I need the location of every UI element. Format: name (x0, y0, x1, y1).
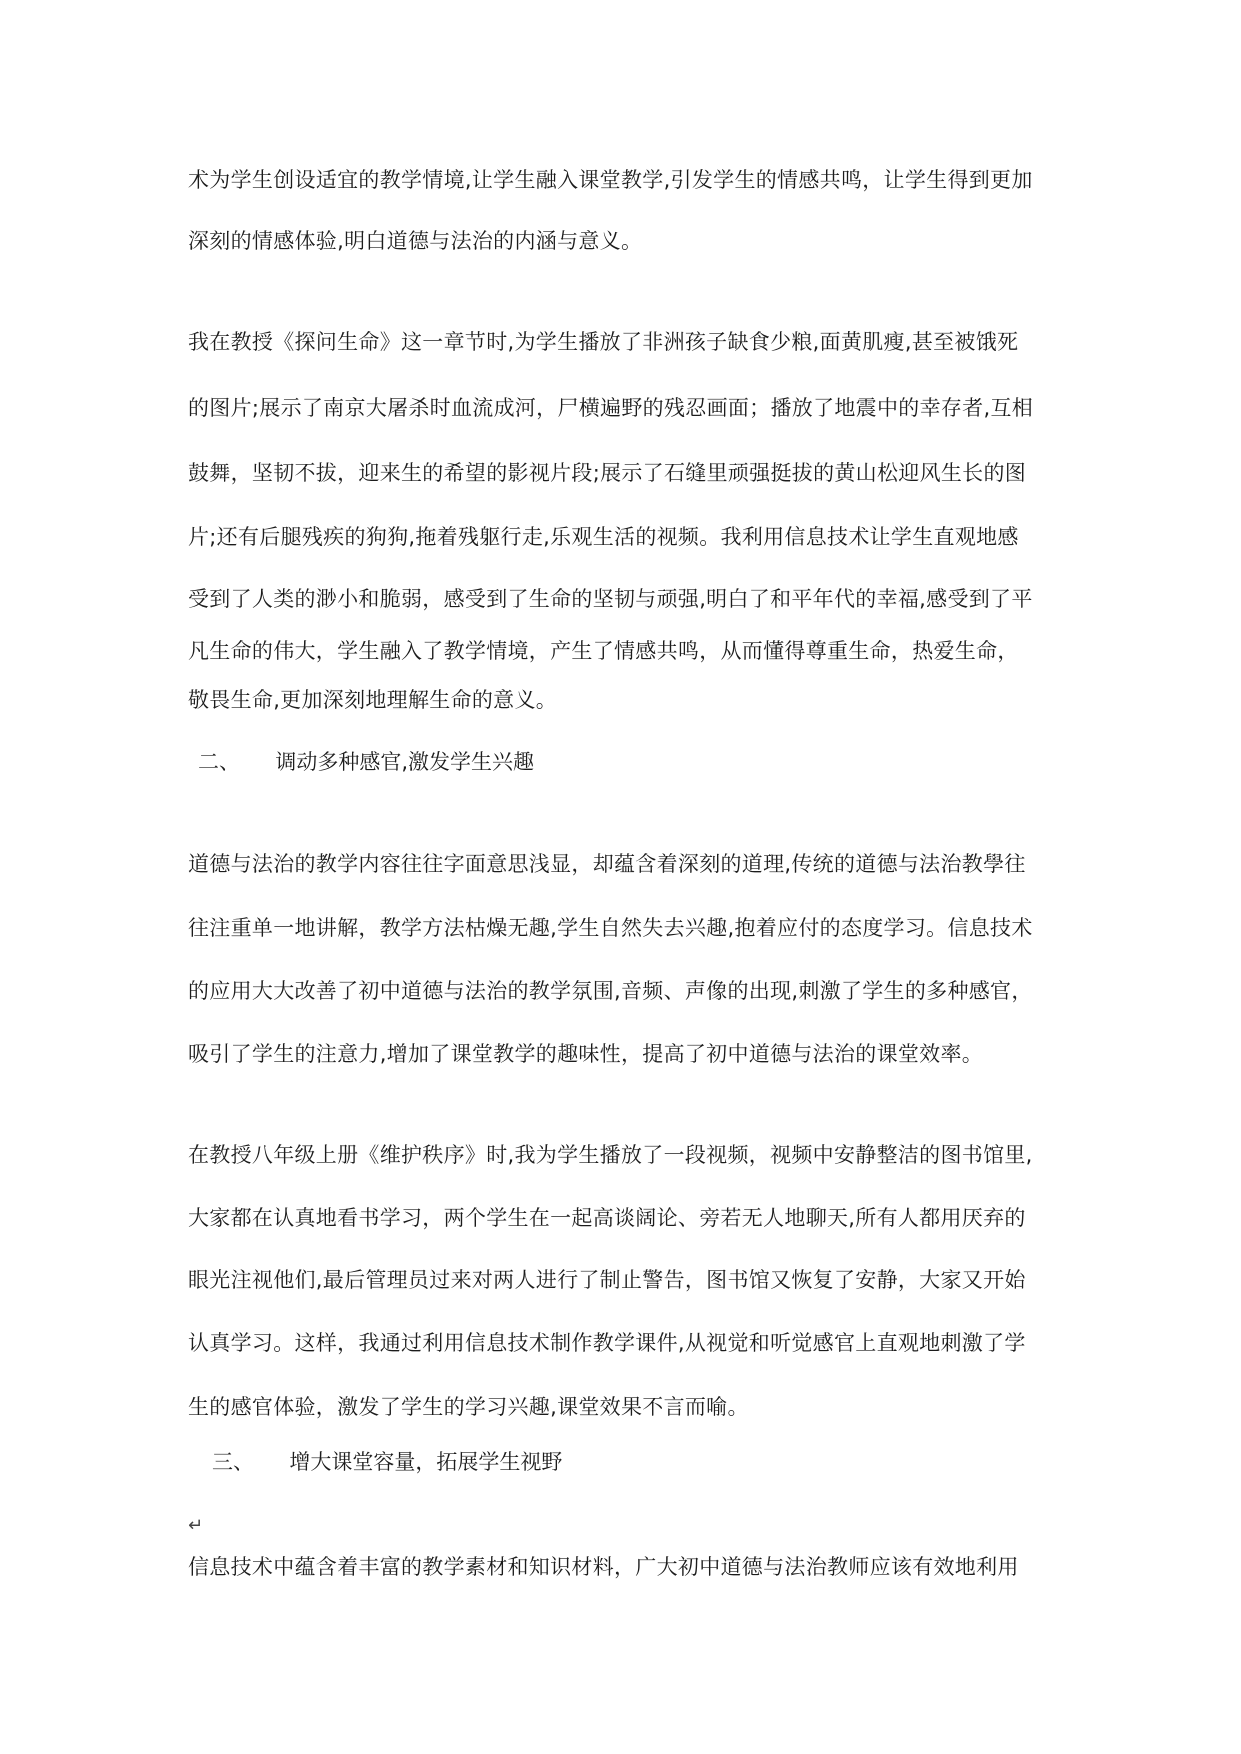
paragraph-line: 术为学生创设适宜的教学情境,让学生融入课堂教学,引发学生的情感共鸣，让学生得到更加 (188, 168, 1033, 192)
paragraph-mark-icon: ↵ (188, 1515, 204, 1536)
paragraph-line: 受到了人类的渺小和脆弱，感受到了生命的坚韧与顽强,明白了和平年代的幸福,感受到了平 (188, 587, 1033, 611)
section-heading-3 (212, 1448, 562, 1476)
section-heading-2 (198, 748, 534, 776)
paragraph-line: 片;还有后腿残疾的狗狗,拖着残躯行走,乐观生活的视频。我利用信息技术让学生直观地感 (188, 525, 1019, 549)
section-title: 增大课堂容量，拓展学生视野 (289, 1450, 563, 1474)
paragraph-line: 信息技术中蕴含着丰富的教学素材和知识材料，广大初中道德与法治教师应该有效地利用 (188, 1555, 1019, 1579)
paragraph-line: 大家都在认真地看书学习，两个学生在一起高谈阔论、旁若无人地聊天,所有人都用厌弃的 (188, 1206, 1026, 1230)
paragraph-line: 的应用大大改善了初中道德与法治的教学氛围,音频、声像的出现,刺激了学生的多种感官， (188, 979, 1033, 1003)
paragraph-line: 凡生命的伟大，学生融入了教学情境，产生了情感共鸣，从而懂得尊重生命，热爱生命， (188, 639, 1019, 663)
paragraph-line: 在教授八年级上册《维护秩序》时,我为学生播放了一段视频，视频中安静整洁的图书馆里, (188, 1143, 1033, 1167)
section-number: 二、 (198, 750, 240, 774)
paragraph-line: 我在教授《探问生命》这一章节时,为学生播放了非洲孩子缺食少粮,面黄肌瘦,甚至被饿死 (188, 330, 1019, 354)
paragraph-line: 眼光注视他们,最后管理员过来对两人进行了制止警告，图书馆又恢复了安静，大家又开始 (188, 1268, 1026, 1292)
paragraph-line: 生的感官体验，激发了学生的学习兴趣,课堂效果不言而喻。 (188, 1395, 749, 1419)
paragraph-line: 敬畏生命,更加深刻地理解生命的意义。 (188, 688, 558, 712)
section-number: 三、 (212, 1450, 254, 1474)
paragraph-line: 道德与法治的教学内容往往字面意思浅显，却蕴含着深刻的道理,传统的道德与法治教學往 (188, 852, 1026, 876)
paragraph-line: 吸引了学生的注意力,增加了课堂教学的趣味性，提高了初中道德与法治的课堂效率。 (188, 1042, 984, 1066)
paragraph-line: 的图片;展示了南京大屠杀时血流成河，尸横遍野的残忍画面；播放了地震中的幸存者,互相 (188, 396, 1034, 420)
section-title: 调动多种感官,激发学生兴趣 (275, 750, 535, 774)
paragraph-line: 深刻的情感体验,明白道德与法治的内涵与意义。 (188, 229, 643, 253)
paragraph-line: 认真学习。这样，我通过利用信息技术制作教学课件,从视觉和听觉感官上直观地刺激了学 (188, 1331, 1026, 1355)
paragraph-line: 往注重单一地讲解，教学方法枯燥无趣,学生自然失去兴趣,抱着应付的态度学习。信息技术 (188, 916, 1033, 940)
paragraph-line: 鼓舞，坚韧不拔，迎来生的希望的影视片段;展示了石缝里顽强挺拔的黄山松迎风生长的图 (188, 461, 1027, 485)
